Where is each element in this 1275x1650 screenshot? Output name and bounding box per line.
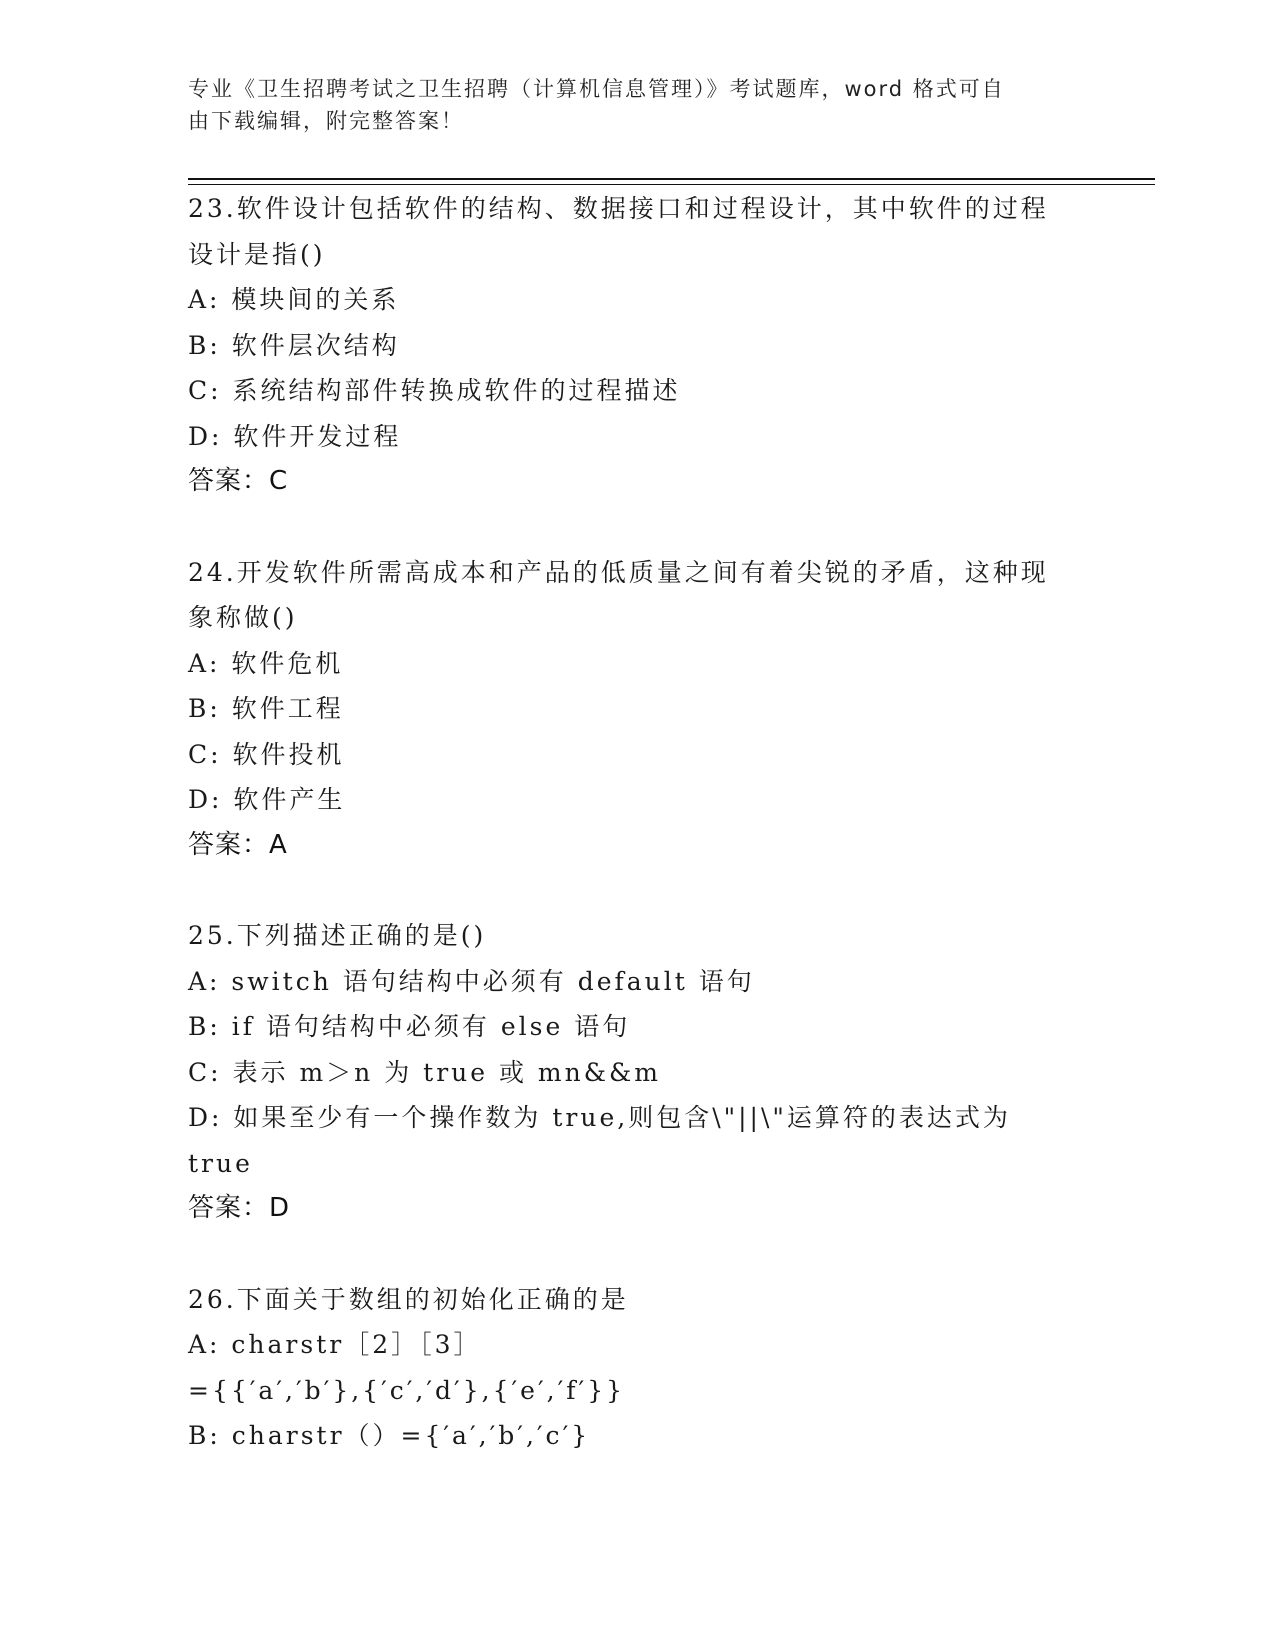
question-stem-line: 象称做() [188,603,298,632]
answer-line: 答案：D [188,1193,291,1223]
question-stem-line: 23.软件设计包括软件的结构、数据接口和过程设计，其中软件的过程 [188,194,1049,223]
option-a: A: switch 语句结构中必须有 default 语句 [188,966,755,996]
question-stem-line: 25.下列描述正确的是() [188,921,487,950]
option-d: D: 软件开发过程 [188,421,402,451]
document-header [188,73,1068,137]
option-b: B: 软件层次结构 [188,330,400,360]
question-list [188,186,1088,1504]
question-stem-line: 设计是指() [188,239,326,269]
header-line-1: 专业《卫生招聘考试之卫生招聘（计算机信息管理）》考试题库，word 格式可自 [188,77,1005,101]
option-c: C: 软件投机 [188,739,345,769]
option-c: C: 表示 m＞n 为 true 或 mn&&m [188,1057,661,1087]
option-b: B: 软件工程 [188,694,344,723]
header-line-2: 由下载编辑，附完整答案！ [188,109,464,133]
option-a-continued: ={{′a′,′b′},{′c′,′d′},{′e′,′f′}} [188,1375,626,1405]
question-25 [188,913,1088,1232]
question-stem-line: 24.开发软件所需高成本和产品的低质量之间有着尖锐的矛盾，这种现 [188,557,1049,587]
option-d: D: 如果至少有一个操作数为 true,则包含\"||\"运算符的表达式为 [188,1103,1011,1132]
option-a: A: 软件危机 [188,648,344,678]
option-b: B: if 语句结构中必须有 else 语句 [188,1012,631,1041]
header-divider-thick [188,178,1155,180]
question-26 [188,1277,1088,1459]
option-c: C: 系统结构部件转换成软件的过程描述 [188,376,681,405]
question-stem-line: 26.下面关于数组的初始化正确的是 [188,1284,629,1314]
option-d: D: 软件产生 [188,785,346,814]
option-a: A: charstr［2］［3］ [188,1330,482,1359]
option-a: A: 模块间的关系 [188,285,400,314]
answer-line: 答案：C [188,466,289,496]
question-24 [188,550,1088,869]
question-23 [188,186,1088,505]
answer-line: 答案：A [188,829,288,860]
option-d-continued: true [188,1148,253,1178]
option-b: B: charstr（）={′a′,′b′,′c′} [188,1421,591,1450]
header-divider-thin [188,184,1155,185]
